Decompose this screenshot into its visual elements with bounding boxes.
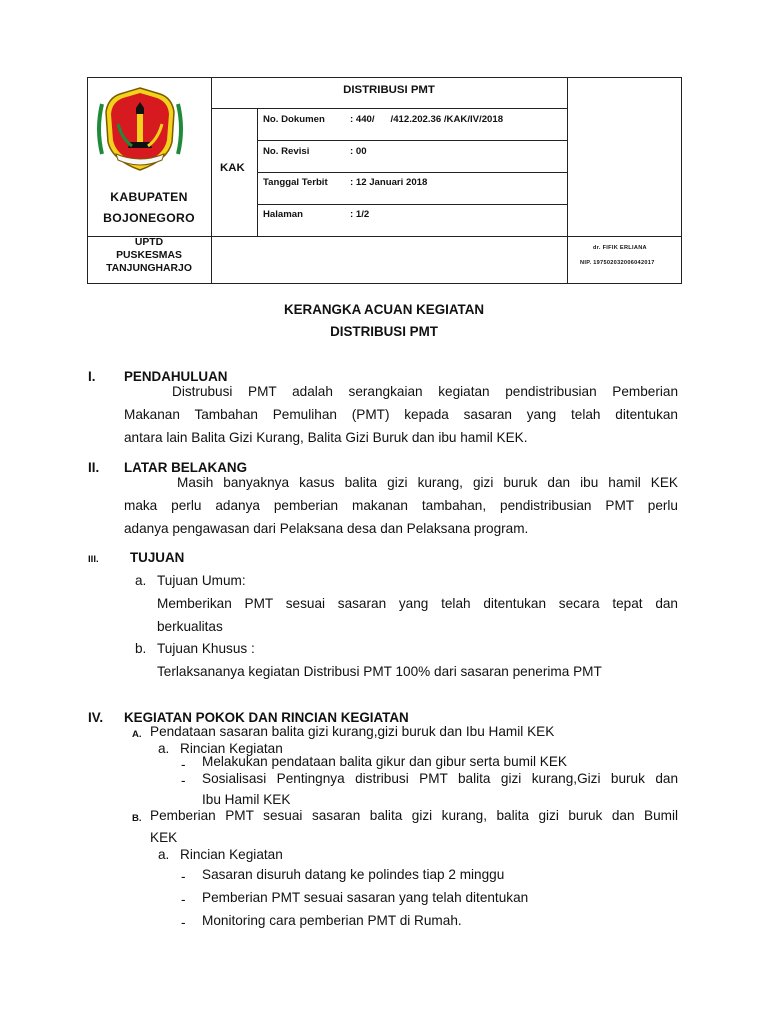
unit-line-1: UPTD bbox=[134, 237, 164, 248]
list-dash: - bbox=[181, 892, 186, 907]
section-4-heading: KEGIATAN POKOK DAN RINCIAN KEGIATAN bbox=[124, 710, 409, 725]
section-4-A-item-1: Melakukan pendataan balita gikur dan gibur serta bumil KEK bbox=[202, 754, 567, 769]
list-dash: - bbox=[181, 915, 186, 930]
section-4-B-line-1: Pemberian PMT sesuai sasaran balita gizi kurang, balita gizi buruk dan Bumil bbox=[150, 808, 678, 823]
row-label-page: Halaman bbox=[263, 209, 303, 220]
section-4-B-label: B. bbox=[132, 813, 142, 824]
section-3-number: III. bbox=[88, 554, 99, 565]
section-4-A-item-2-line-2: Ibu Hamil KEK bbox=[202, 792, 291, 807]
section-4-B-line-2: KEK bbox=[150, 830, 178, 845]
row-label-document: No. Dokumen bbox=[263, 114, 325, 125]
section-2-number: II. bbox=[88, 460, 100, 475]
section-4-A-sub: Rincian Kegiatan bbox=[180, 741, 283, 756]
row-label-issue-date: Tanggal Terbit bbox=[263, 177, 328, 188]
section-2-line-2: maka perlu adanya pemberian makanan tambahan, pendistribusian PMT perlu bbox=[124, 498, 678, 513]
section-4-number: IV. bbox=[88, 710, 104, 725]
row-value-page: : 1/2 bbox=[350, 209, 370, 220]
section-3-heading: TUJUAN bbox=[130, 550, 185, 565]
row-value-document: : 440/ /412.202.36 /KAK/IV/2018 bbox=[350, 114, 504, 125]
section-3-b-label: b. bbox=[135, 641, 147, 656]
signer-nip: NIP. 197502032006042017 bbox=[580, 260, 655, 266]
section-4-A-text: Pendataan sasaran balita gizi kurang,gizi buruk dan Ibu Hamil KEK bbox=[150, 724, 555, 739]
section-3-b-line-1: Terlaksananya kegiatan Distribusi PMT 100% dari sasaran penerima PMT bbox=[157, 664, 602, 679]
doc-title-1: KERANGKA ACUAN KEGIATAN bbox=[283, 302, 485, 317]
section-1-number: I. bbox=[88, 369, 96, 384]
unit-line-3: TANJUNGHARJO bbox=[106, 263, 192, 274]
section-3-a-label: a. bbox=[135, 573, 147, 588]
section-1-line-2: Makanan Tambahan Pemulihan (PMT) kepada sasaran yang telah ditentukan bbox=[124, 407, 678, 422]
region-line-1: KABUPATEN bbox=[110, 190, 188, 204]
list-dash: - bbox=[181, 869, 186, 884]
row-label-revision: No. Revisi bbox=[263, 146, 310, 157]
doc-title-2: DISTRIBUSI PMT bbox=[330, 324, 438, 339]
section-4-B-sub-label: a. bbox=[158, 847, 170, 862]
section-4-B-item-1: Sasaran disuruh datang ke polindes tiap 2 minggu bbox=[202, 867, 505, 882]
section-3-b-title: Tujuan Khusus : bbox=[157, 641, 255, 656]
kak-label: KAK bbox=[220, 162, 245, 174]
list-dash: - bbox=[181, 757, 186, 772]
row-value-revision: : 00 bbox=[350, 146, 367, 157]
section-4-B-sub: Rincian Kegiatan bbox=[180, 847, 283, 862]
section-3-a-line-2: berkualitas bbox=[157, 619, 223, 634]
section-2-heading: LATAR BELAKANG bbox=[124, 460, 247, 475]
section-4-A-item-2-line-1: Sosialisasi Pentingnya distribusi PMT balita gizi kurang,Gizi buruk dan bbox=[202, 771, 678, 786]
section-1-heading: PENDAHULUAN bbox=[124, 369, 228, 384]
section-4-A-label: A. bbox=[132, 729, 142, 740]
list-dash: - bbox=[181, 773, 186, 788]
signer-name: dr. FIFIK ERLIANA bbox=[593, 245, 647, 251]
regency-logo bbox=[92, 84, 188, 176]
section-4-A-sub-label: a. bbox=[158, 741, 170, 756]
section-1-line-3: antara lain Balita Gizi Kurang, Balita Gizi Buruk dan ibu hamil KEK. bbox=[124, 430, 528, 445]
unit-line-2: PUSKESMAS bbox=[116, 250, 182, 261]
section-2-line-1: Masih banyaknya kasus balita gizi kurang, gizi buruk dan ibu hamil KEK bbox=[177, 475, 678, 490]
row-value-issue-date: : 12 Januari 2018 bbox=[350, 177, 428, 188]
section-4-B-item-3: Monitoring cara pemberian PMT di Rumah. bbox=[202, 913, 462, 928]
doc-header-title: DISTRIBUSI PMT bbox=[343, 84, 435, 96]
section-1-line-1: Distrubusi PMT adalah serangkaian kegiatan pendistribusian Pemberian bbox=[172, 384, 678, 399]
section-3-a-title: Tujuan Umum: bbox=[157, 573, 246, 588]
region-line-2: BOJONEGORO bbox=[103, 211, 195, 225]
section-4-B-item-2: Pemberian PMT sesuai sasaran yang telah ditentukan bbox=[202, 890, 529, 905]
section-2-line-3: adanya pengawasan dari Pelaksana desa dan Pelaksana program. bbox=[124, 521, 529, 536]
section-3-a-line-1: Memberikan PMT sesuai sasaran yang telah ditentukan secara tepat dan bbox=[157, 596, 678, 611]
